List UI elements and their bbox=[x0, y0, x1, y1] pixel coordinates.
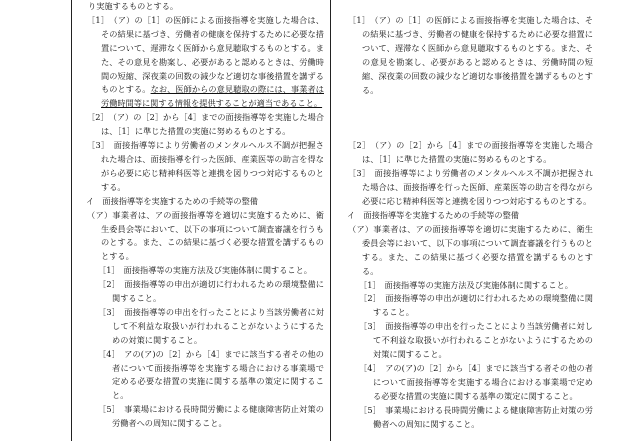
left-subsection-a-text: 事業者は、アの面接指導等を適切に実施するために、衛生委員会等において、以下の事項について調査審議を行うものとする。また、この結果に基づく必要な措置を講ずるものとする。 bbox=[101, 209, 324, 262]
revised-text-column bbox=[76, 0, 324, 431]
left-subitem-4: ［4］ アの(ア)の［2］から［4］までに該当する者その他の者について面接指導等を実施する場合における事業場で定める必要な措置の実施に関する基準の策定に関すること。 bbox=[98, 348, 324, 401]
left-item-2-text: （ア）の［2］から［4］までの面接指導等を実施した場合は、［1］に準じた措置の実施に努めるものとする。 bbox=[101, 112, 324, 137]
right-subitem-4: ［4］ アの(ア)の［2］から［4］までに該当する者その他の者について面接指導等を実施する場合における事業場で定める必要な措置の実施に関する基準の策定に関すること。 bbox=[359, 362, 593, 401]
left-subsection-a bbox=[76, 209, 324, 265]
right-top-spacer bbox=[337, 0, 593, 14]
right-item-1 bbox=[337, 14, 593, 97]
left-subitem-1: ［1］ 面接指導等の実施方法及び実施体制に関すること。 bbox=[98, 265, 312, 276]
left-subsection-a-label: （ア） bbox=[87, 209, 113, 220]
left-section-heading: イ 面接指導等を実施するための手続等の整備 bbox=[86, 195, 258, 206]
left-margin-rule bbox=[71, 0, 72, 441]
right-subitem-2: ［2］ 面接指導等の申出が適切に行われるための環境整備に関すること。 bbox=[359, 293, 593, 318]
current-text-column bbox=[337, 0, 593, 431]
left-subitem-3: ［3］ 面接指導等の申出を行ったことにより当該労働者に対して不利益な取扱いが行われることがないようにするための対策に関すること。 bbox=[98, 306, 324, 345]
right-item-3 bbox=[337, 167, 593, 209]
left-item-1-underlined-text: なお、医師からの意見聴取の際には、事業者は労働時間等に関する情報を提供することが適当であること。 bbox=[101, 84, 324, 109]
right-section-heading: イ 面接指導等を実施するための手続等の整備 bbox=[347, 209, 519, 220]
left-item-3 bbox=[76, 139, 324, 195]
left-item-1-text: （ア）の［1］の医師による面接指導を実施した場合は、その結果に基づき、労働者の健康を保持するために必要な措置について、遅滞なく医師から意見聴取するものとする。また、その意見を勘案し、必要があると認めるときは、労働時間の短縮、深夜業の回数の減少など適切な事後措置を講ずるものとする。 bbox=[101, 14, 324, 95]
right-subsection-a-label: （ア） bbox=[348, 223, 374, 234]
left-subitem-2: ［2］ 面接指導等の申出が適切に行われるための環境整備に関すること。 bbox=[98, 279, 324, 304]
left-item-3-label: ［3］ bbox=[87, 140, 106, 151]
right-subsection-a-text: 事業者は、アの面接指導等を適切に実施するために、衛生委員会等において、以下の事項について調査審議を行うものとする。また、この結果に基づく必要な措置を講ずるものとする。 bbox=[362, 223, 593, 276]
right-subitem-5: ［5］ 事業場における長時間労働による健康障害防止対策の労働者への周知に関すること。 bbox=[359, 404, 593, 429]
right-item-1-spacer bbox=[337, 97, 593, 139]
left-item-2-label: ［2］ bbox=[87, 112, 105, 123]
left-item-1 bbox=[76, 14, 324, 111]
right-item-3-label: ［3］ bbox=[348, 168, 367, 179]
right-item-2-text: （ア）の［2］から［4］までの面接指導等を実施した場合は、［1］に準じた措置の実施に努めるものとする。 bbox=[362, 140, 593, 165]
right-subitem-1: ［1］ 面接指導等の実施方法及び実施体制に関すること。 bbox=[359, 279, 573, 290]
left-intro-line: り実施するものとする。 bbox=[88, 1, 179, 11]
right-item-3-text: 面接指導等により労働者のメンタルヘルス不調が把握された場合は、面接指導を行った医師、産業医等の助言を得ながら必要に応じ精神科医等と連携を図りつつ対応するものとする。 bbox=[362, 168, 593, 207]
left-item-3-text: 面接指導等により労働者のメンタルヘルス不調が把握された場合は、面接指導を行った医師、産業医等の助言を得ながら必要に応じ精神科医等と連携を図りつつ対応するものとする。 bbox=[101, 140, 324, 192]
column-divider-rule bbox=[330, 0, 331, 441]
right-subsection-a bbox=[337, 223, 593, 279]
right-subitem-3: ［3］ 面接指導等の申出を行ったことにより当該労働者に対して不利益な取扱いが行われることがないようにするための対策に関すること。 bbox=[359, 321, 593, 360]
left-item-2 bbox=[76, 111, 324, 139]
left-item-1-label: ［1］ bbox=[87, 14, 106, 25]
right-item-1-text: （ア）の［1］の医師による面接指導を実施した場合は、その結果に基づき、労働者の健康を保持するために必要な措置について、遅滞なく医師から意見聴取するものとする。また、その意見を勘案し、必要があると認めるときは、労働時間の短縮、深夜業の回数の減少など適切な事後措置を講ずるものとする。 bbox=[362, 15, 593, 95]
right-item-2-label: ［2］ bbox=[348, 140, 367, 151]
right-item-2 bbox=[337, 139, 593, 167]
right-item-1-label: ［1］ bbox=[348, 15, 367, 25]
left-subitem-5: ［5］ 事業場における長時間労働による健康障害防止対策の労働者への周知に関すること。 bbox=[98, 404, 324, 429]
